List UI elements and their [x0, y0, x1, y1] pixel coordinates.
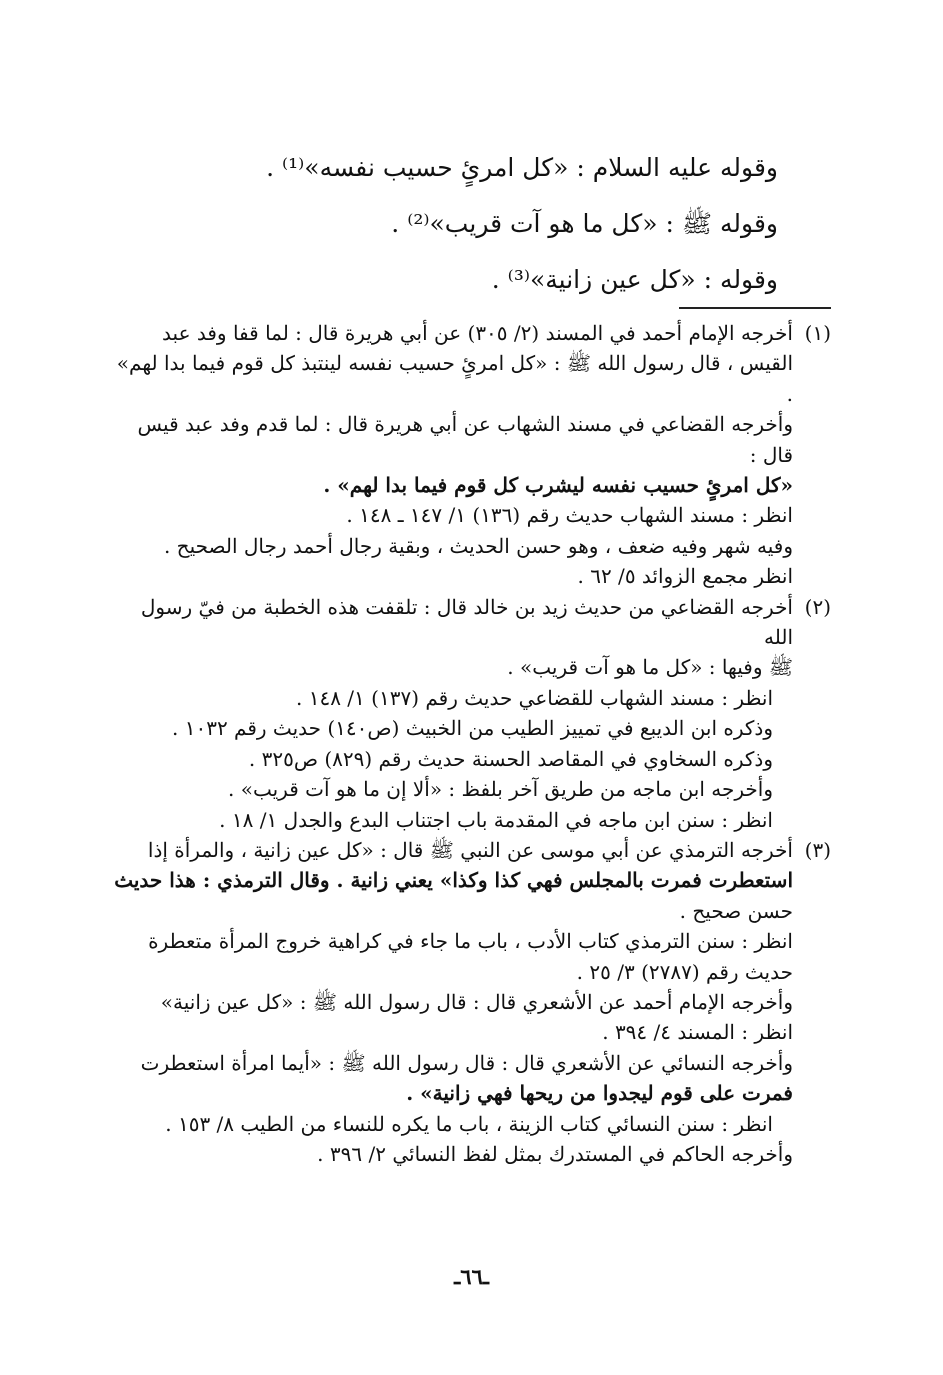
footnote-number: (٢)	[804, 594, 831, 619]
footnote-1	[111, 318, 831, 592]
footnote-line: وذكره السخاوي في المقاصد الحسنة حديث رقم (٨٢٩) ص٣٢٥ .	[248, 746, 773, 771]
page-number: ـ٦٦ـ	[454, 1264, 489, 1289]
footnote-line: فمرت على قوم ليجدوا من ريحها فهي زانية» .	[406, 1081, 793, 1106]
footnote-line: وفيه شهر وفيه ضعف ، وهو حسن الحديث ، وبقية رجال أحمد رجال الصحيح .	[163, 533, 793, 558]
footnote-line: انظر مجمع الزوائد ٥/ ٦٢ .	[577, 564, 793, 589]
footnote-line: حسن صحيح .	[679, 898, 793, 923]
footnote-separator	[679, 307, 831, 309]
footnote-line: وأخرجه الإمام أحمد عن الأشعري قال : قال رسول الله ﷺ : «كل عين زانية»	[160, 989, 793, 1014]
footnote-line: وأخرجه ابن ماجه من طريق آخر بلفظ : «ألا إن ما هو آت قريب» .	[228, 777, 773, 802]
footnote-line: وأخرجه النسائي عن الأشعري قال : قال رسول الله ﷺ : «أيما امرأة استعطرت	[140, 1050, 793, 1075]
footnote-2	[111, 592, 831, 835]
main-line: وقوله : «كل عين زانية»⁽³⁾ .	[491, 265, 778, 294]
footnote-line: أخرجه الترمذي عن أبي موسى عن النبي ﷺ قال : «كل عين زانية ، والمرأة إذا	[147, 837, 793, 862]
footnote-number: (٣)	[804, 837, 831, 862]
footnote-line: أخرجه القضاعي من حديث زيد بن خالد قال : تلقفت هذه الخطبة من فيّ رسول الله	[140, 594, 793, 650]
footnote-line: القيس ، قال رسول الله ﷺ : «كل امرئٍ حسيب نفسه لينتبذ كل قوم فيما بدا لهم» .	[116, 351, 793, 406]
footnote-line: انظر : مسند الشهاب للقضاعي حديث رقم (١٣٧) ١/ ١٤٨ .	[295, 685, 773, 710]
footnote-line: حديث رقم (٢٧٨٧) ٣/ ٢٥ .	[576, 959, 793, 984]
footnote-line: وأخرجه الحاكم في المستدرك بمثل لفظ النسائي ٢/ ٣٩٦ .	[317, 1141, 793, 1166]
footnote-3	[111, 835, 831, 1169]
main-line: وقوله ﷺ : «كل ما هو آت قريب»⁽²⁾ .	[391, 209, 778, 238]
footnote-line: «كل امرئٍ حسيب نفسه ليشرب كل قوم فيما بدا لهم» .	[323, 473, 793, 498]
footnote-line: استعطرت فمرت بالمجلس فهي كذا وكذا» يعني زانية . وقال الترمذي : هذا حديث	[114, 868, 793, 893]
footnote-line: وذكره ابن الديبع في تمييز الطيب من الخبيث (ص١٤٠) حديث رقم ١٠٣٢ .	[172, 716, 773, 741]
footnote-line: وأخرجه القضاعي في مسند الشهاب عن أبي هريرة قال : لما قدم وفد عبد قيس قال :	[137, 412, 793, 467]
main-text	[138, 140, 778, 308]
footnote-line: انظر : سنن ابن ماجه في المقدمة باب اجتناب البدع والجدل ١/ ١٨ .	[219, 807, 773, 832]
footnote-line: ﷺ وفيها : «كل ما هو آت قريب» .	[507, 655, 793, 680]
footnote-line: انظر : مسند الشهاب حديث رقم (١٣٦) ١/ ١٤٧ ـ ١٤٨ .	[346, 503, 793, 528]
footnote-line: أخرجه الإمام أحمد في المسند (٢/ ٣٠٥) عن أبي هريرة قال : لما قفا وفد عبد	[162, 321, 793, 345]
footnote-line: انظر : المسند ٤/ ٣٩٤ .	[602, 1020, 793, 1045]
footnote-number: (١)	[804, 321, 831, 345]
footnote-line: انظر : سنن الترمذي كتاب الأدب ، باب ما جاء في كراهية خروج المرأة متعطرة	[148, 929, 793, 954]
footnotes	[111, 318, 831, 1169]
main-line: وقوله عليه السلام : «كل امرئٍ حسيب نفسه»⁽¹⁾ .	[266, 153, 778, 182]
footnote-line: انظر : سنن النسائي كتاب الزينة ، باب ما يكره للنساء من الطيب ٨/ ١٥٣ .	[165, 1111, 773, 1136]
